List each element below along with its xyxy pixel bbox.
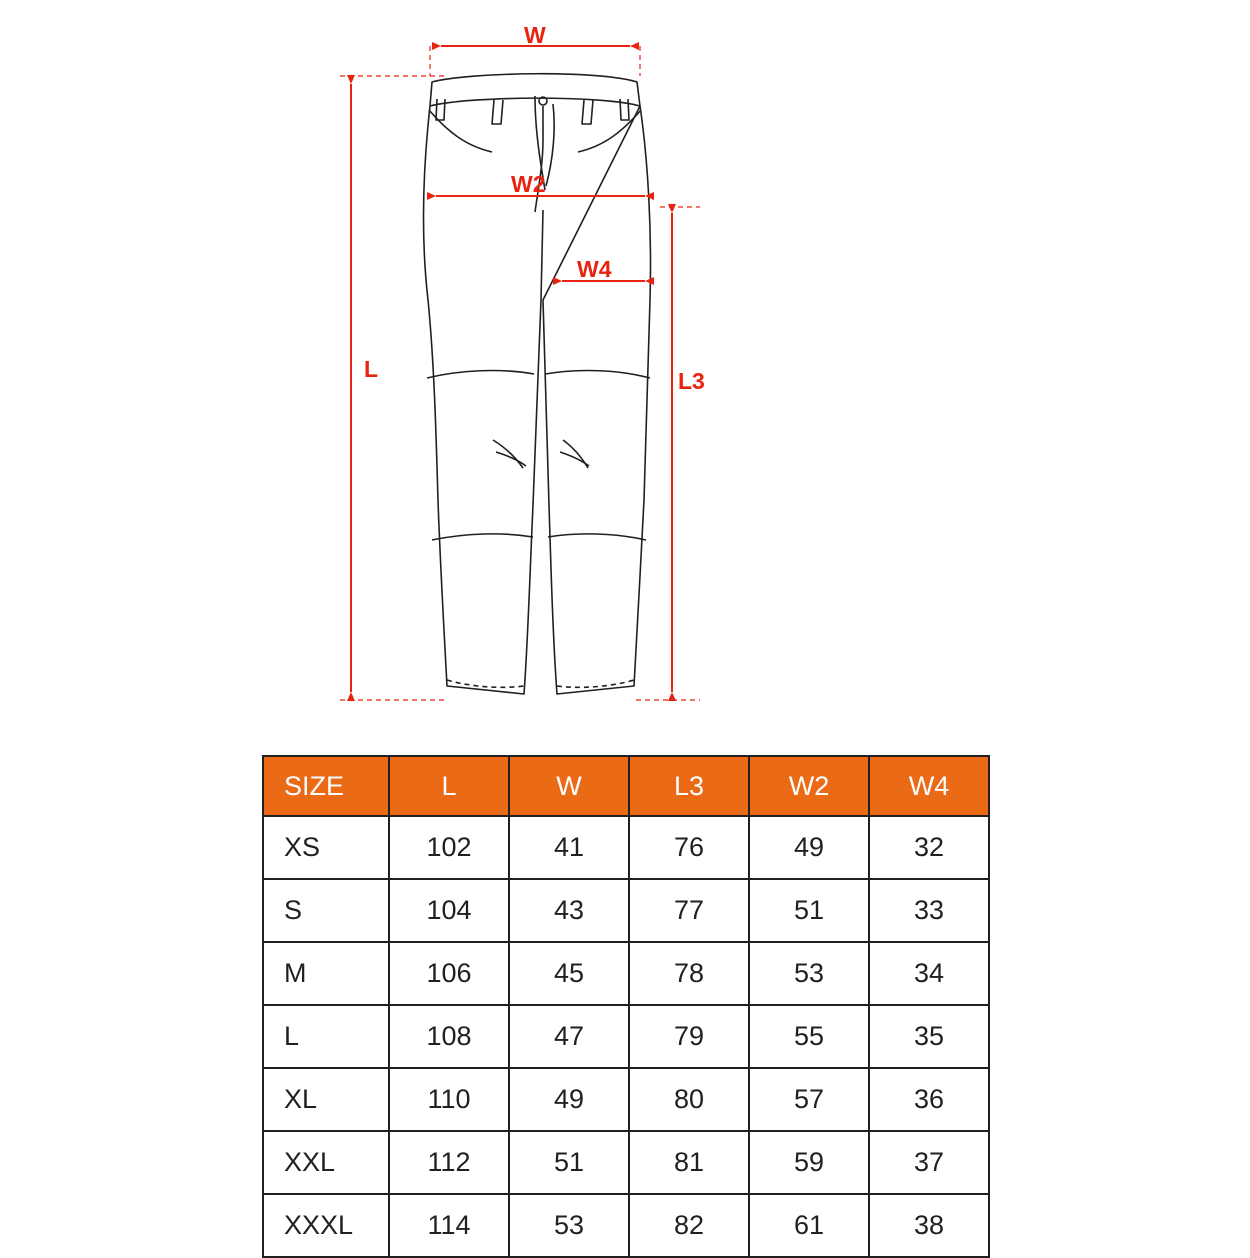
trousers-outline	[424, 74, 651, 694]
table-row	[263, 1068, 989, 1131]
cell-size: S	[263, 879, 389, 942]
cell-w2: 49	[749, 816, 869, 879]
table-row	[263, 879, 989, 942]
cell-l3: 78	[629, 942, 749, 1005]
cell-l3: 76	[629, 816, 749, 879]
cell-size: M	[263, 942, 389, 1005]
cell-w: 49	[509, 1068, 629, 1131]
cell-l: 102	[389, 816, 509, 879]
cell-w4: 34	[869, 942, 989, 1005]
cell-l: 104	[389, 879, 509, 942]
cell-w: 51	[509, 1131, 629, 1194]
cell-l: 114	[389, 1194, 509, 1257]
table-row	[263, 1131, 989, 1194]
cell-w2: 57	[749, 1068, 869, 1131]
dimension-label-w2: W2	[511, 171, 546, 197]
dimension-label-l: L	[364, 356, 379, 382]
table-row	[263, 1005, 989, 1068]
cell-w2: 61	[749, 1194, 869, 1257]
table-header-row	[263, 756, 989, 816]
cell-l3: 77	[629, 879, 749, 942]
column-header-l3: L3	[629, 756, 749, 816]
column-header-w: W	[509, 756, 629, 816]
cell-l3: 82	[629, 1194, 749, 1257]
cell-w2: 59	[749, 1131, 869, 1194]
cell-size: XXL	[263, 1131, 389, 1194]
dimension-arrows	[351, 46, 672, 692]
column-header-size: SIZE	[263, 756, 389, 816]
witness-lines	[340, 46, 700, 700]
cell-size: XXXL	[263, 1194, 389, 1257]
size-chart	[262, 755, 988, 1258]
cell-l: 106	[389, 942, 509, 1005]
cell-l3: 81	[629, 1131, 749, 1194]
cell-w4: 32	[869, 816, 989, 879]
cell-w4: 35	[869, 1005, 989, 1068]
cell-w2: 51	[749, 879, 869, 942]
cell-l: 112	[389, 1131, 509, 1194]
cell-w2: 55	[749, 1005, 869, 1068]
cell-w4: 36	[869, 1068, 989, 1131]
dimension-label-l3: L3	[678, 368, 705, 394]
cell-w4: 37	[869, 1131, 989, 1194]
table-row	[263, 1194, 989, 1257]
column-header-l: L	[389, 756, 509, 816]
cell-l3: 80	[629, 1068, 749, 1131]
cell-w: 45	[509, 942, 629, 1005]
size-table	[262, 755, 990, 1258]
dimension-label-w4: W4	[577, 256, 612, 282]
cell-size: XS	[263, 816, 389, 879]
cell-w2: 53	[749, 942, 869, 1005]
cell-l: 110	[389, 1068, 509, 1131]
cell-w: 43	[509, 879, 629, 942]
column-header-w2: W2	[749, 756, 869, 816]
table-row	[263, 816, 989, 879]
cell-size: XL	[263, 1068, 389, 1131]
column-header-w4: W4	[869, 756, 989, 816]
cell-l3: 79	[629, 1005, 749, 1068]
cell-w4: 38	[869, 1194, 989, 1257]
cell-size: L	[263, 1005, 389, 1068]
cell-w: 41	[509, 816, 629, 879]
dimension-label-w: W	[524, 22, 546, 48]
cell-w: 53	[509, 1194, 629, 1257]
cell-w: 47	[509, 1005, 629, 1068]
cell-l: 108	[389, 1005, 509, 1068]
table-row	[263, 942, 989, 1005]
cell-w4: 33	[869, 879, 989, 942]
